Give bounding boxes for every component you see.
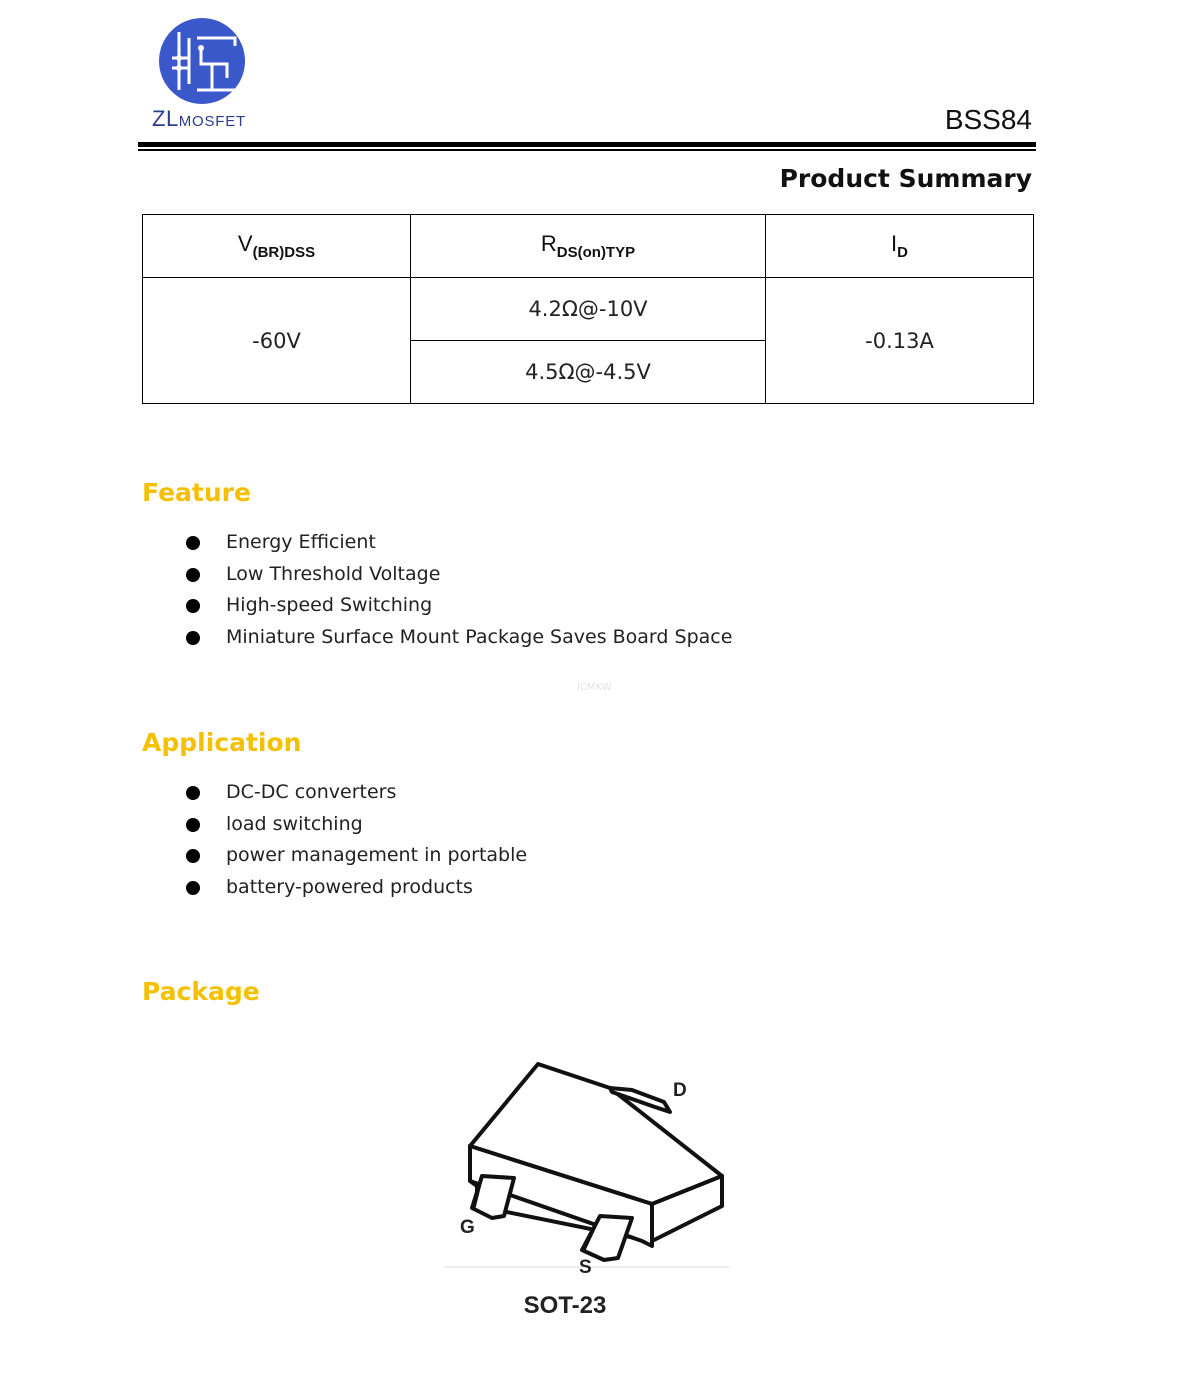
value-id: -0.13A <box>766 278 1034 404</box>
header-vbrdss-main: V <box>237 231 253 256</box>
logo-text-zl: ZL <box>152 106 179 131</box>
table-header-row <box>143 215 1034 278</box>
package-caption: SOT-23 <box>523 1292 607 1319</box>
value-rdson-10v: 4.2Ω@-10V <box>411 278 766 341</box>
list-item: Low Threshold Voltage <box>186 559 732 591</box>
product-summary-title: Product Summary <box>779 164 1032 193</box>
header-id-main: I <box>891 231 898 256</box>
company-logo <box>152 18 256 132</box>
logo-text-mosfet: MOSFET <box>178 113 246 130</box>
feature-list <box>186 527 732 653</box>
header-vbrdss <box>143 215 411 278</box>
package-title: Package <box>142 977 260 1006</box>
application-list <box>186 777 527 903</box>
list-item: Energy Efficient <box>186 527 732 559</box>
header-rdson <box>411 215 766 278</box>
list-item: load switching <box>186 809 527 841</box>
list-item: battery-powered products <box>186 872 527 904</box>
header-rule-thick <box>138 142 1036 147</box>
pin-label-gate: G <box>460 1217 475 1238</box>
feature-title: Feature <box>142 478 251 507</box>
list-item: power management in portable <box>186 840 527 872</box>
header-rdson-sub: DS(on)TYP <box>556 244 636 261</box>
pin-label-drain: D <box>673 1080 687 1101</box>
logo-emblem-icon <box>157 18 247 104</box>
header-id-sub: D <box>897 244 908 261</box>
header-id <box>766 215 1034 278</box>
value-vbrdss: -60V <box>143 278 411 404</box>
table-row <box>143 278 1034 341</box>
application-title: Application <box>142 728 302 757</box>
header-rdson-main: R <box>540 231 557 256</box>
list-item: High-speed Switching <box>186 590 732 622</box>
header-vbrdss-sub: (BR)DSS <box>252 244 316 261</box>
pin-label-source: S <box>579 1257 592 1278</box>
list-item: DC-DC converters <box>186 777 527 809</box>
header-rule-thin <box>138 149 1036 151</box>
part-number: BSS84 <box>944 104 1032 135</box>
list-item: Miniature Surface Mount Package Saves Board Space <box>186 622 732 654</box>
product-summary-table <box>142 214 1034 404</box>
value-rdson-4v5: 4.5Ω@-4.5V <box>411 341 766 404</box>
logo-wordmark <box>152 106 256 132</box>
watermark: ICMKW <box>577 682 612 693</box>
